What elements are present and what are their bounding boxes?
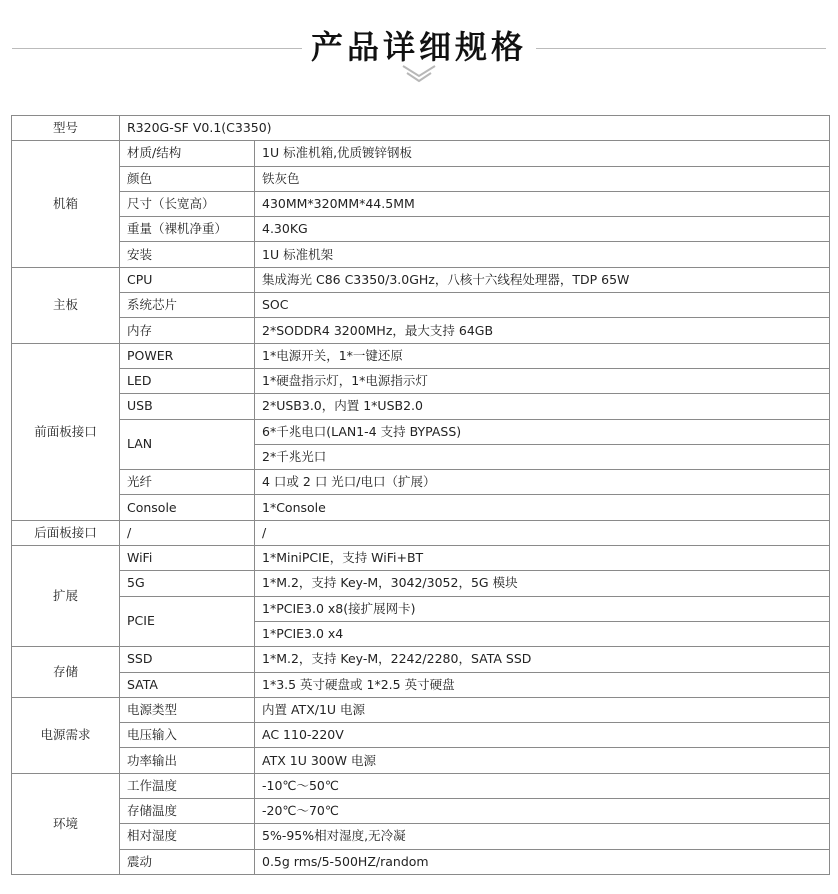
spec-label: PCIE (120, 596, 255, 647)
category-cell: 机箱 (12, 141, 120, 267)
spec-value: 6*千兆电口(LAN1-4 支持 BYPASS) (255, 419, 830, 444)
table-row (12, 799, 830, 824)
spec-label: 5G (120, 571, 255, 596)
spec-label: 内存 (120, 318, 255, 343)
spec-label: 工作温度 (120, 773, 255, 798)
spec-value: 1*PCIE3.0 x8(接扩展网卡) (255, 596, 830, 621)
spec-value: 1*M.2，支持 Key-M，3042/3052，5G 模块 (255, 571, 830, 596)
table-row (12, 318, 830, 343)
spec-label: 相对湿度 (120, 824, 255, 849)
table-row (12, 293, 830, 318)
spec-label: 电源类型 (120, 697, 255, 722)
model-value: R320G-SF V0.1(C3350) (120, 116, 830, 141)
double-chevron-down-icon (397, 62, 441, 86)
title-divider-left (12, 48, 302, 49)
spec-label: / (120, 520, 255, 545)
category-cell: 电源需求 (12, 697, 120, 773)
table-row (12, 824, 830, 849)
table-row (12, 647, 830, 672)
page-title: 产品详细规格 (310, 28, 527, 66)
spec-label: 光纤 (120, 470, 255, 495)
table-row (12, 217, 830, 242)
spec-value: 1*M.2，支持 Key-M，2242/2280，SATA SSD (255, 647, 830, 672)
table-row (12, 723, 830, 748)
table-row (12, 596, 830, 621)
spec-value: 430MM*320MM*44.5MM (255, 191, 830, 216)
table-row (12, 849, 830, 874)
spec-value: 1*MiniPCIE，支持 WiFi+BT (255, 546, 830, 571)
spec-label: 功率输出 (120, 748, 255, 773)
category-cell: 扩展 (12, 546, 120, 647)
spec-value: SOC (255, 293, 830, 318)
table-row (12, 141, 830, 166)
spec-value: 1U 标准机箱,优质镀锌钢板 (255, 141, 830, 166)
spec-label: Console (120, 495, 255, 520)
spec-label: WiFi (120, 546, 255, 571)
table-row (12, 166, 830, 191)
spec-value: 4 口或 2 口 光口/电口（扩展） (255, 470, 830, 495)
spec-label: 颜色 (120, 166, 255, 191)
spec-value: 铁灰色 (255, 166, 830, 191)
spec-value: 1*Console (255, 495, 830, 520)
model-label: 型号 (12, 116, 120, 141)
spec-label: CPU (120, 267, 255, 292)
table-row (12, 520, 830, 545)
spec-label: 震动 (120, 849, 255, 874)
table-row (12, 773, 830, 798)
spec-label: 安装 (120, 242, 255, 267)
table-row (12, 571, 830, 596)
spec-value: 0.5g rms/5-500HZ/random (255, 849, 830, 874)
table-row (12, 267, 830, 292)
table-row (12, 343, 830, 368)
table-row (12, 368, 830, 393)
table-row (12, 419, 830, 444)
spec-label: 存储温度 (120, 799, 255, 824)
spec-value: 2*SODDR4 3200MHz，最大支持 64GB (255, 318, 830, 343)
table-row (12, 242, 830, 267)
spec-value: 内置 ATX/1U 电源 (255, 697, 830, 722)
spec-label: 电压输入 (120, 723, 255, 748)
table-row (12, 116, 830, 141)
spec-value: 集成海光 C86 C3350/3.0GHz，八核十六线程处理器，TDP 65W (255, 267, 830, 292)
spec-value: 1*PCIE3.0 x4 (255, 621, 830, 646)
title-divider-right (536, 48, 826, 49)
category-cell: 前面板接口 (12, 343, 120, 520)
table-row (12, 672, 830, 697)
table-row (12, 191, 830, 216)
category-cell: 存储 (12, 647, 120, 698)
spec-label: LAN (120, 419, 255, 470)
category-cell: 环境 (12, 773, 120, 874)
table-row (12, 748, 830, 773)
category-cell: 主板 (12, 267, 120, 343)
spec-value: / (255, 520, 830, 545)
table-row (12, 495, 830, 520)
spec-value: -10℃～50℃ (255, 773, 830, 798)
spec-label: LED (120, 368, 255, 393)
spec-value: ATX 1U 300W 电源 (255, 748, 830, 773)
table-row (12, 697, 830, 722)
spec-value: 1U 标准机架 (255, 242, 830, 267)
table-row (12, 546, 830, 571)
spec-value: 1*硬盘指示灯，1*电源指示灯 (255, 368, 830, 393)
spec-value: 2*千兆光口 (255, 444, 830, 469)
spec-label: USB (120, 394, 255, 419)
spec-label: POWER (120, 343, 255, 368)
table-row (12, 394, 830, 419)
spec-value: AC 110-220V (255, 723, 830, 748)
spec-label: 材质/结构 (120, 141, 255, 166)
spec-label: SATA (120, 672, 255, 697)
spec-label: 尺寸（长宽高） (120, 191, 255, 216)
spec-value: 1*电源开关，1*一键还原 (255, 343, 830, 368)
table-row (12, 470, 830, 495)
spec-table (11, 115, 830, 875)
spec-value: -20℃～70℃ (255, 799, 830, 824)
spec-label: 重量（裸机净重） (120, 217, 255, 242)
spec-value: 5%-95%相对湿度,无冷凝 (255, 824, 830, 849)
spec-label: SSD (120, 647, 255, 672)
spec-label: 系统芯片 (120, 293, 255, 318)
spec-value: 4.30KG (255, 217, 830, 242)
category-cell: 后面板接口 (12, 520, 120, 545)
spec-value: 2*USB3.0，内置 1*USB2.0 (255, 394, 830, 419)
spec-value: 1*3.5 英寸硬盘或 1*2.5 英寸硬盘 (255, 672, 830, 697)
